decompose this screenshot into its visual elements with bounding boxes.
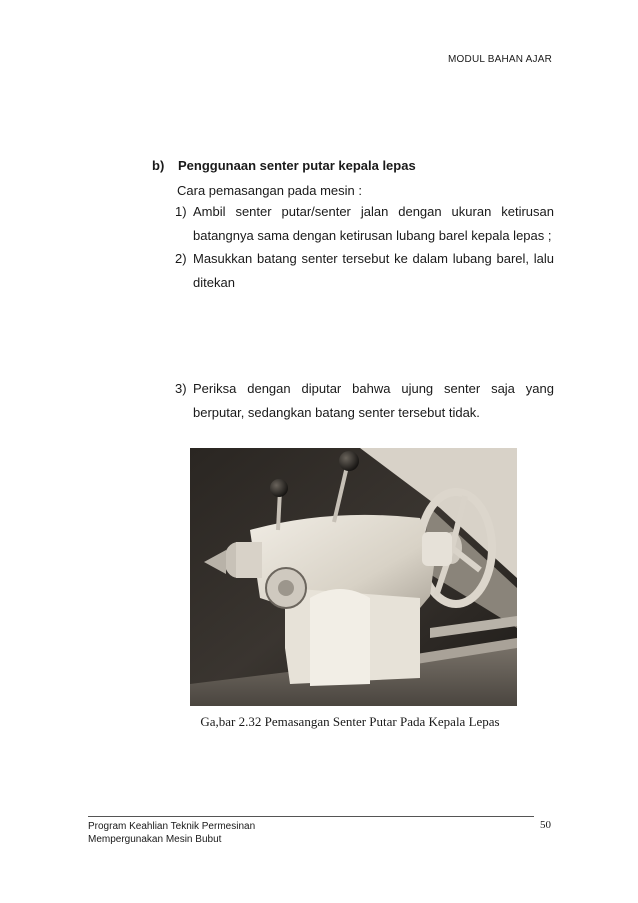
footer-program: Program Keahlian Teknik Permesinan xyxy=(88,821,256,832)
page-number: 50 xyxy=(540,819,551,831)
list-item-text: Ambil senter putar/senter jalan dengan ukuran ketirusan batangnya sama dengan ketirusan lubang barel kepala lepas ; xyxy=(193,204,554,243)
intro-text: Cara pemasangan pada mesin : xyxy=(177,183,363,198)
footer-text xyxy=(88,820,255,846)
figure-caption xyxy=(0,714,638,730)
section-heading xyxy=(152,158,416,173)
list-item-number: 2) xyxy=(175,251,187,266)
list-item xyxy=(175,377,554,425)
list-item-text: Periksa dengan diputar bahwa ujung senter saja yang berputar, sedangkan batang senter tersebut tidak. xyxy=(193,381,554,420)
list-item xyxy=(175,200,554,248)
list-item xyxy=(175,247,554,295)
list-item-number: 3) xyxy=(175,381,187,396)
footer-divider xyxy=(88,816,534,817)
list-item-text: Masukkan batang senter tersebut ke dalam lubang barel, lalu ditekan xyxy=(193,251,554,290)
section-title-text: Penggunaan senter putar kepala lepas xyxy=(178,158,416,173)
figure-caption-text: Ga,bar 2.32 Pemasangan Senter Putar Pada Kepala Lepas xyxy=(200,714,500,729)
running-header: MODUL BAHAN AJAR xyxy=(448,54,552,65)
footer-module: Mempergunakan Mesin Bubut xyxy=(88,834,222,845)
list-item-number: 1) xyxy=(175,204,187,219)
tailstock-photo xyxy=(190,448,517,706)
section-letter: b) xyxy=(152,158,165,173)
